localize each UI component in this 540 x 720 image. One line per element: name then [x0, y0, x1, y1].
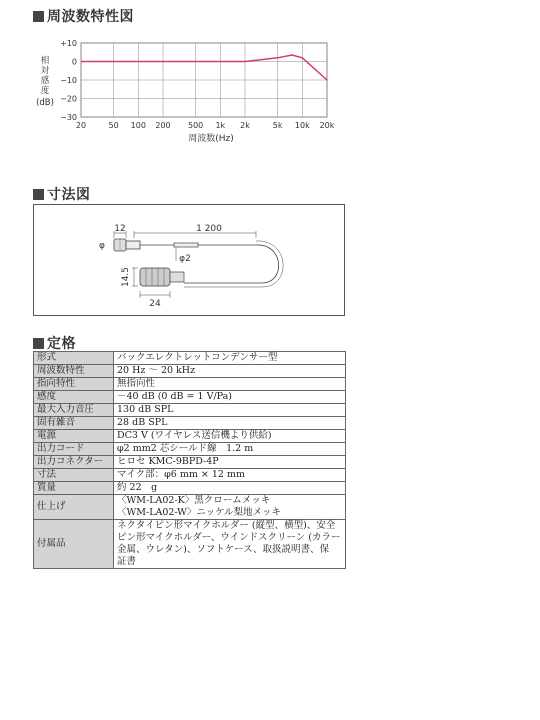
spec-value-line: ヒロセ KMC-9BPD-4P	[117, 456, 219, 467]
spec-value-line: 金属、ウレタン)、ソフトケース、取扱説明書、保	[117, 544, 329, 555]
spec-value	[114, 520, 346, 569]
spec-value	[114, 456, 346, 469]
spec-value-line: 〈WM-LA02-W〉ニッケル梨地メッキ	[117, 507, 282, 518]
spec-value-line: バックエレクトレットコンデンサー型	[117, 352, 278, 363]
spec-label: 固有雑音	[34, 417, 114, 430]
section-title-dimensions	[33, 184, 91, 204]
spec-value	[114, 469, 346, 482]
spec-row	[34, 417, 346, 430]
connector-shape	[140, 268, 170, 286]
spec-label: 電源	[34, 430, 114, 443]
section-title-text: 周波数特性図	[47, 9, 134, 25]
spec-value-line: 証書	[117, 556, 137, 567]
y-tick-label: −10	[60, 76, 77, 85]
square-bullet-icon	[33, 189, 44, 200]
spec-label: 質量	[34, 482, 114, 495]
x-tick-label: 20k	[319, 121, 335, 130]
spec-label: 最大入力音圧	[34, 404, 114, 417]
spec-label: 寸法	[34, 469, 114, 482]
spec-value-line: ピン形マイクホルダー、ウインドスクリーン (カラー	[117, 532, 341, 543]
spec-value-line: マイク部：φ6 mm × 12 mm	[117, 469, 245, 480]
section-title-text: 寸法図	[47, 187, 91, 203]
microphone-drawing	[34, 205, 346, 317]
x-tick-label: 1k	[215, 121, 226, 130]
spec-label: 仕上げ	[34, 495, 114, 520]
spec-row	[34, 495, 346, 520]
spec-value-line: 〈WM-LA02-K〉黒クロームメッキ	[117, 495, 271, 506]
specifications-table	[33, 351, 346, 569]
spec-value-line: 約 22 g	[117, 482, 158, 493]
y-tick-label: 0	[71, 57, 77, 67]
spec-value-line: ネクタイピン形マイクホルダー (縦型、横型)、安全	[117, 520, 336, 531]
section-title-text: 定格	[47, 336, 76, 352]
spec-label: 感度	[34, 391, 114, 404]
spec-label: 指向特性	[34, 378, 114, 391]
x-tick-label: 5k	[272, 121, 283, 130]
y-axis-label-char: 感	[40, 76, 50, 86]
x-tick-label: 200	[155, 121, 171, 130]
spec-row	[34, 469, 346, 482]
spec-label: 出力コード	[34, 443, 114, 456]
spec-value	[114, 404, 346, 417]
spec-value	[114, 430, 346, 443]
spec-value	[114, 365, 346, 378]
mic-body-shape	[126, 241, 140, 249]
spec-row	[34, 430, 346, 443]
y-axis-label-char: 相	[40, 56, 50, 66]
frequency-response-chart	[33, 30, 343, 145]
section-title-frequency	[33, 6, 134, 26]
spec-label: 出力コネクター	[34, 456, 114, 469]
spec-row	[34, 482, 346, 495]
cable-sleeve-shape	[174, 243, 198, 247]
dim-label-1200: 1 200	[196, 224, 222, 234]
x-tick-label: 10k	[294, 121, 310, 130]
spec-value-line: 無指向性	[117, 378, 156, 389]
y-axis-ticks	[60, 39, 77, 122]
x-tick-label: 500	[187, 121, 204, 130]
dimension-drawing	[33, 204, 345, 316]
spec-label: 形式	[34, 352, 114, 365]
x-tick-label: 50	[108, 121, 119, 130]
spec-value-line: －40 dB (0 dB = 1 V/Pa)	[117, 391, 232, 402]
dim-label-24: 24	[149, 299, 161, 309]
y-tick-label: −30	[60, 113, 77, 122]
spec-value-line: 28 dB SPL	[117, 417, 168, 428]
spec-row	[34, 404, 346, 417]
x-tick-label: 20	[75, 121, 87, 130]
y-tick-label: −20	[60, 94, 77, 104]
spec-row	[34, 456, 346, 469]
square-bullet-icon	[33, 338, 44, 349]
spec-value	[114, 417, 346, 430]
section-title-specifications	[33, 333, 76, 353]
spec-row	[34, 365, 346, 378]
x-tick-label: 2k	[240, 121, 250, 130]
spec-value-line: 20 Hz ～ 20 kHz	[117, 365, 196, 376]
chart-grid	[81, 43, 327, 117]
cable-loop-shape	[184, 245, 279, 283]
spec-row	[34, 520, 346, 569]
dim-label-phi: φ	[99, 241, 105, 251]
spec-value	[114, 378, 346, 391]
spec-row	[34, 352, 346, 365]
dim-label-12: 12	[114, 224, 126, 234]
y-axis-label	[36, 55, 54, 108]
spec-row	[34, 378, 346, 391]
spec-value	[114, 352, 346, 365]
x-axis-label: 周波数(Hz)	[188, 134, 234, 144]
spec-value	[114, 391, 346, 404]
spec-value-line: DC3 V (ワイヤレス送信機より供給)	[117, 430, 272, 441]
y-axis-label-char: 対	[40, 66, 50, 76]
y-axis-label-char: 度	[40, 86, 50, 96]
spec-value	[114, 443, 346, 456]
square-bullet-icon	[33, 11, 44, 22]
spec-row	[34, 391, 346, 404]
dim-label-14-5: 14.5	[121, 266, 131, 288]
spec-label: 周波数特性	[34, 365, 114, 378]
spec-row	[34, 443, 346, 456]
x-tick-label: 100	[130, 121, 146, 130]
y-tick-label: +10	[60, 39, 77, 48]
spec-value	[114, 482, 346, 495]
x-axis-ticks	[76, 121, 335, 130]
spec-label: 付属品	[34, 520, 114, 569]
y-axis-label-char: (dB)	[36, 98, 54, 108]
spec-value-line: 130 dB SPL	[117, 404, 174, 415]
dim-label-phi2: φ2	[179, 254, 191, 264]
spec-value	[114, 495, 346, 520]
spec-value-line: φ2 mm2 芯シールド線 1.2 m	[117, 443, 254, 454]
